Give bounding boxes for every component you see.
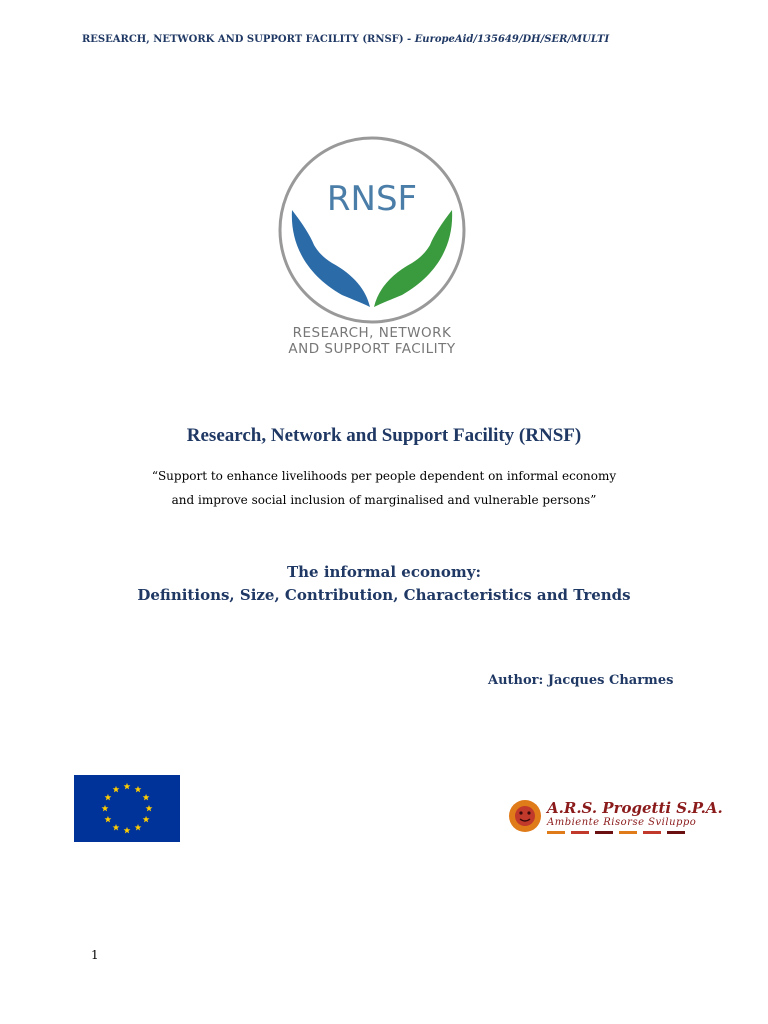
document-subtitle bbox=[0, 561, 768, 607]
subtitle-line1: The informal economy: bbox=[286, 563, 482, 581]
logo-caption-line1: RESEARCH, NETWORK bbox=[292, 325, 452, 341]
logo-caption bbox=[252, 325, 492, 357]
document-title: Research, Network and Support Facility (RNSF) bbox=[186, 425, 582, 446]
header-title: RESEARCH, NETWORK AND SUPPORT FACILITY (RNSF) bbox=[82, 34, 404, 45]
quote-line1: “Support to enhance livelihoods per people dependent on informal economy bbox=[151, 469, 617, 483]
header-reference: EuropeAid/135649/DH/SER/MULTI bbox=[414, 34, 610, 45]
logo-caption-line2: AND SUPPORT FACILITY bbox=[288, 341, 456, 357]
subtitle-line2: Definitions, Size, Contribution, Characteristics and Trends bbox=[137, 586, 631, 604]
logo-ring bbox=[280, 138, 464, 322]
logo-acronym: RNSF bbox=[326, 179, 418, 219]
eu-flag-icon bbox=[74, 775, 180, 842]
ars-bar bbox=[667, 831, 685, 834]
ars-progetti-logo bbox=[507, 796, 723, 838]
ars-bar bbox=[571, 831, 589, 834]
ars-bar bbox=[547, 831, 565, 834]
page-number: 1 bbox=[91, 948, 99, 962]
page-header bbox=[82, 34, 702, 45]
author-line: Author: Jacques Charmes bbox=[488, 673, 674, 688]
project-quote bbox=[0, 464, 768, 512]
ars-bar bbox=[619, 831, 637, 834]
ars-sun-icon bbox=[507, 798, 543, 834]
ars-company-name: A.R.S. Progetti S.P.A. bbox=[547, 799, 723, 817]
quote-line2: and improve social inclusion of marginalised and vulnerable persons” bbox=[171, 493, 597, 507]
ars-bar bbox=[643, 831, 661, 834]
ars-bar bbox=[595, 831, 613, 834]
ars-tagline: Ambiente Risorse Sviluppo bbox=[547, 817, 697, 828]
ars-color-bars bbox=[547, 831, 685, 834]
header-separator: - bbox=[403, 34, 415, 45]
